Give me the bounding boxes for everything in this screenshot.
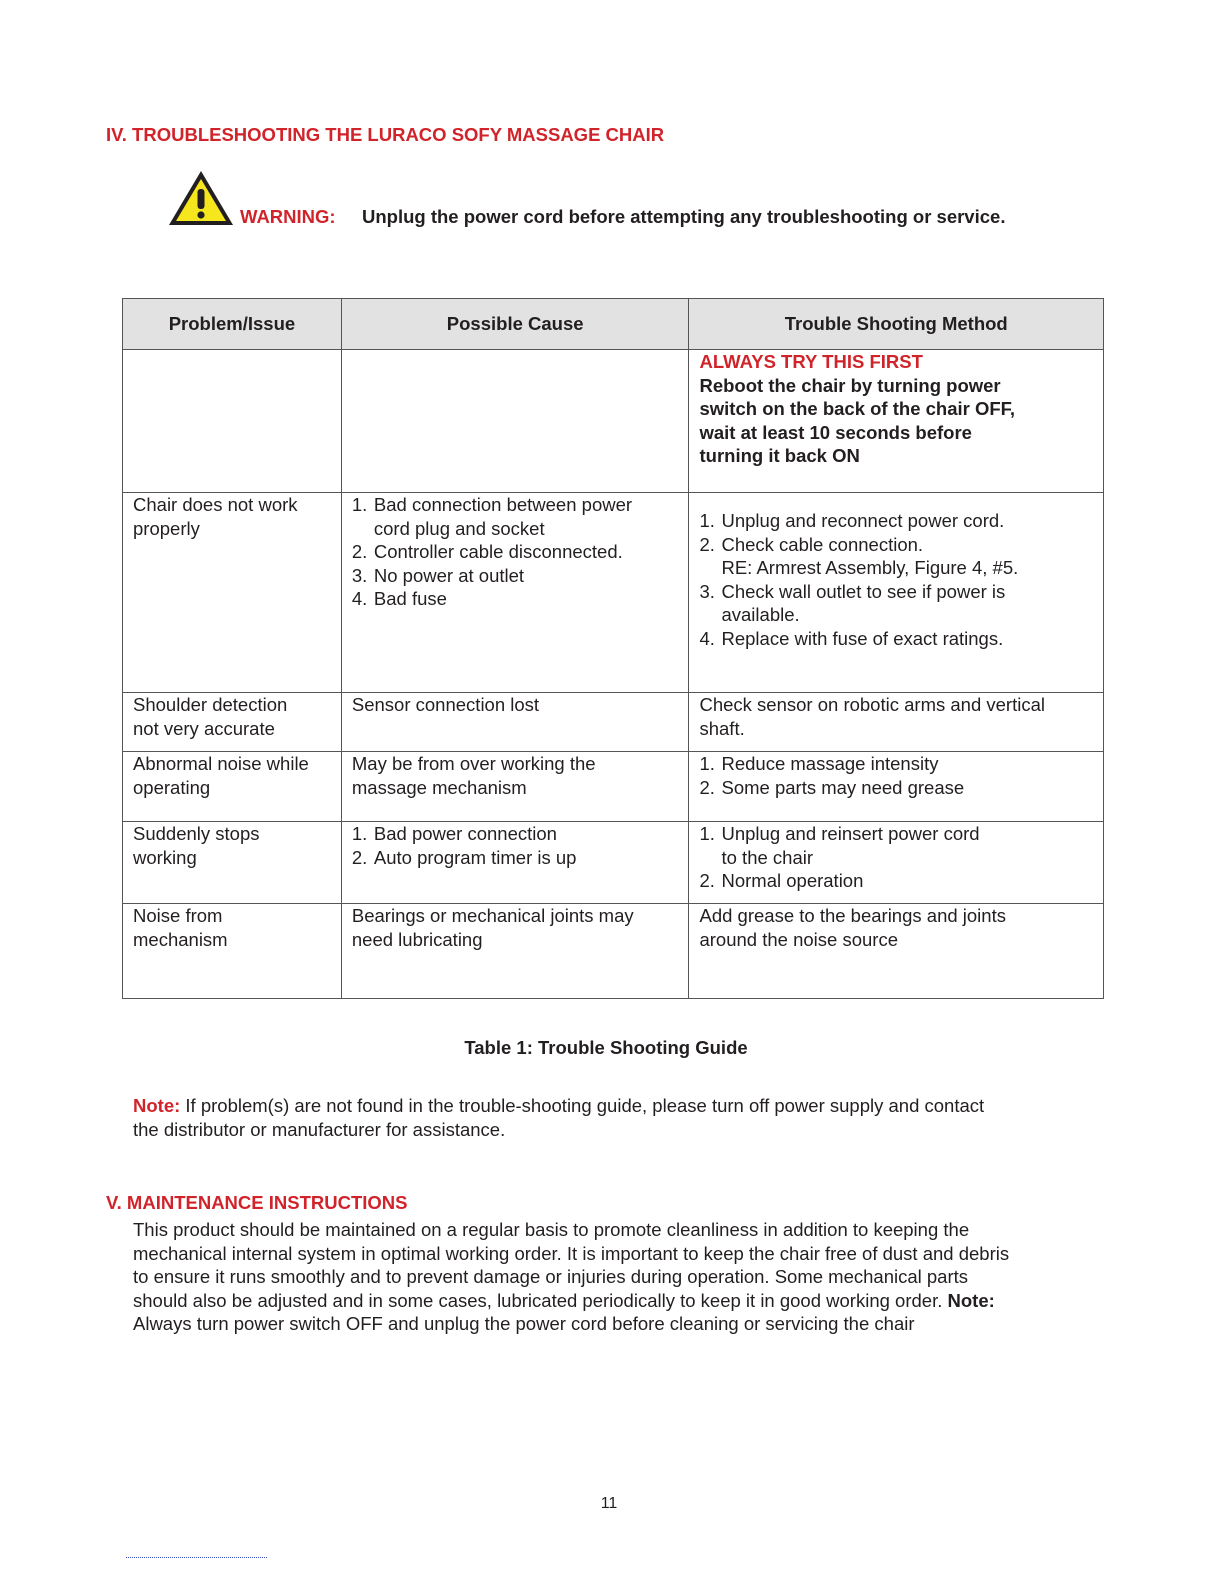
note-line: the distributor or manufacturer for assistance. <box>133 1118 506 1140</box>
problem-line: mechanism <box>133 928 228 950</box>
section-4-title: IV. TROUBLESHOOTING THE LURACO SOFY MASSAGE CHAIR <box>106 124 665 145</box>
method-cell <box>689 493 1104 693</box>
method-line: Check sensor on robotic arms and vertical <box>699 694 1045 715</box>
always-first-label: ALWAYS TRY THIS FIRST <box>699 351 923 372</box>
item-number: 1. <box>351 823 368 844</box>
item-text: Bad fuse <box>373 588 447 609</box>
item-text: available. <box>721 604 800 625</box>
table-row <box>123 752 1104 822</box>
table-row <box>123 493 1104 693</box>
method-line: Add grease to the bearings and joints <box>699 905 1006 926</box>
item-number: 3. <box>351 564 368 586</box>
item-number: 1. <box>351 494 368 515</box>
list-item <box>352 587 679 611</box>
list-item <box>699 533 1093 580</box>
footer-divider <box>126 1557 267 1558</box>
item-number: 1. <box>699 823 715 844</box>
note-line: If problem(s) are not found in the trouble-shooting guide, please turn off power supply and contact <box>185 1095 985 1116</box>
paragraph-line: mechanical internal system in optimal working order. It is important to keep the chair free of dust and debris <box>133 1242 1010 1264</box>
paragraph-line: to ensure it runs smoothly and to prevent damage or injuries during operation. Some mechanical parts <box>133 1266 969 1287</box>
problem-cell <box>123 693 342 752</box>
item-text: Normal operation <box>721 870 864 891</box>
warning-triangle-icon <box>166 168 236 228</box>
problem-line: working <box>133 846 197 868</box>
item-number: 2. <box>699 776 715 798</box>
cause-cell: Sensor connection lost <box>341 693 689 752</box>
table-row <box>123 693 1104 752</box>
cause-cell <box>341 822 689 904</box>
problem-line: Chair does not work <box>133 494 298 515</box>
item-number: 2. <box>351 541 368 562</box>
item-text: cord plug and socket <box>373 517 545 539</box>
problem-line: properly <box>133 517 200 539</box>
header-problem: Problem/Issue <box>123 299 342 350</box>
list-item <box>699 752 1093 776</box>
list-item <box>699 822 1093 869</box>
item-number: 4. <box>351 588 368 609</box>
method-list <box>699 822 1093 893</box>
method-cell <box>689 693 1104 752</box>
table-caption: Table 1: Trouble Shooting Guide <box>464 1037 748 1058</box>
warning-label: WARNING: <box>240 206 336 227</box>
problem-line: Noise from <box>133 905 223 926</box>
maintenance-paragraph <box>133 1218 1108 1336</box>
problem-line: not very accurate <box>133 717 275 739</box>
item-text: Some parts may need grease <box>721 776 965 798</box>
list-item <box>699 776 1093 800</box>
warning-text: Unplug the power cord before attempting any troubleshooting or service. <box>362 206 1006 227</box>
cause-cell <box>341 904 689 999</box>
header-cause: Possible Cause <box>341 299 689 350</box>
problem-cell <box>123 822 342 904</box>
table-header-row <box>123 299 1104 350</box>
table-row-first <box>123 350 1104 493</box>
item-text: RE: Armrest Assembly, Figure 4, #5. <box>721 557 1019 578</box>
list-item <box>352 846 679 870</box>
table-row <box>123 904 1104 999</box>
item-number: 1. <box>699 510 715 531</box>
method-cell <box>689 752 1104 822</box>
cause-list <box>352 493 679 611</box>
problem-line: Suddenly stops <box>133 823 260 844</box>
list-item <box>352 540 679 564</box>
item-number: 3. <box>699 580 715 602</box>
reboot-line: wait at least 10 seconds before <box>699 421 972 443</box>
paragraph-line: should also be adjusted and in some cases, lubricated periodically to keep it in good working order. <box>133 1289 943 1311</box>
item-number: 2. <box>699 533 715 555</box>
troubleshooting-table <box>122 298 1104 999</box>
method-list <box>699 752 1093 799</box>
method-cell-first <box>689 350 1104 493</box>
section-5-title: V. MAINTENANCE INSTRUCTIONS <box>106 1192 408 1213</box>
list-item <box>699 509 1093 533</box>
method-cell <box>689 904 1104 999</box>
list-item <box>699 869 1093 893</box>
paragraph-line: This product should be maintained on a regular basis to promote cleanliness in addition to keeping the <box>133 1219 970 1240</box>
item-text: Bad connection between power <box>373 494 633 515</box>
note-paragraph <box>133 1094 1093 1141</box>
item-number: 4. <box>699 627 715 649</box>
item-text: Reduce massage intensity <box>721 753 939 774</box>
method-line: around the noise source <box>699 928 898 950</box>
item-text: Replace with fuse of exact ratings. <box>721 627 1004 649</box>
method-line: shaft. <box>699 717 745 739</box>
list-item <box>699 627 1093 651</box>
method-cell <box>689 822 1104 904</box>
list-item <box>352 493 679 540</box>
item-text: No power at outlet <box>373 564 525 586</box>
item-number: 2. <box>699 870 715 891</box>
item-text: Unplug and reconnect power cord. <box>721 510 1005 531</box>
cause-line: Bearings or mechanical joints may <box>351 905 634 926</box>
empty-cell <box>341 350 689 493</box>
item-number: 1. <box>699 753 715 774</box>
list-item <box>352 822 679 846</box>
cause-cell <box>341 493 689 693</box>
cause-line: need lubricating <box>351 928 483 950</box>
item-text: Check cable connection. <box>721 533 924 555</box>
item-text: Check wall outlet to see if power is <box>721 580 1006 602</box>
method-list <box>699 509 1093 650</box>
problem-line: operating <box>133 776 211 798</box>
problem-cell <box>123 904 342 999</box>
list-item <box>699 580 1093 627</box>
problem-cell <box>123 493 342 693</box>
item-number: 2. <box>351 846 368 868</box>
item-text: Controller cable disconnected. <box>373 541 623 562</box>
cause-line: massage mechanism <box>351 776 527 798</box>
list-item <box>352 564 679 588</box>
item-text: to the chair <box>721 846 814 868</box>
cause-cell <box>341 752 689 822</box>
problem-line: Abnormal noise while <box>133 753 309 774</box>
table-row <box>123 822 1104 904</box>
page-number: 11 <box>600 1495 618 1512</box>
cause-list <box>352 822 679 869</box>
item-text: Unplug and reinsert power cord <box>721 823 980 844</box>
reboot-line: Reboot the chair by turning power <box>699 374 1001 396</box>
paragraph-line: Always turn power switch OFF and unplug the power cord before cleaning or servicing the chair <box>133 1313 915 1334</box>
item-text: Bad power connection <box>373 823 557 844</box>
header-method: Trouble Shooting Method <box>689 299 1104 350</box>
note-label: Note: <box>133 1095 181 1116</box>
item-text: Auto program timer is up <box>373 846 577 868</box>
reboot-line: switch on the back of the chair OFF, <box>699 398 1016 419</box>
maintenance-note-label: Note: <box>947 1289 995 1311</box>
reboot-line: turning it back ON <box>699 445 860 466</box>
cause-line: May be from over working the <box>351 753 596 774</box>
problem-line: Shoulder detection <box>133 694 288 715</box>
problem-cell <box>123 752 342 822</box>
empty-cell <box>123 350 342 493</box>
